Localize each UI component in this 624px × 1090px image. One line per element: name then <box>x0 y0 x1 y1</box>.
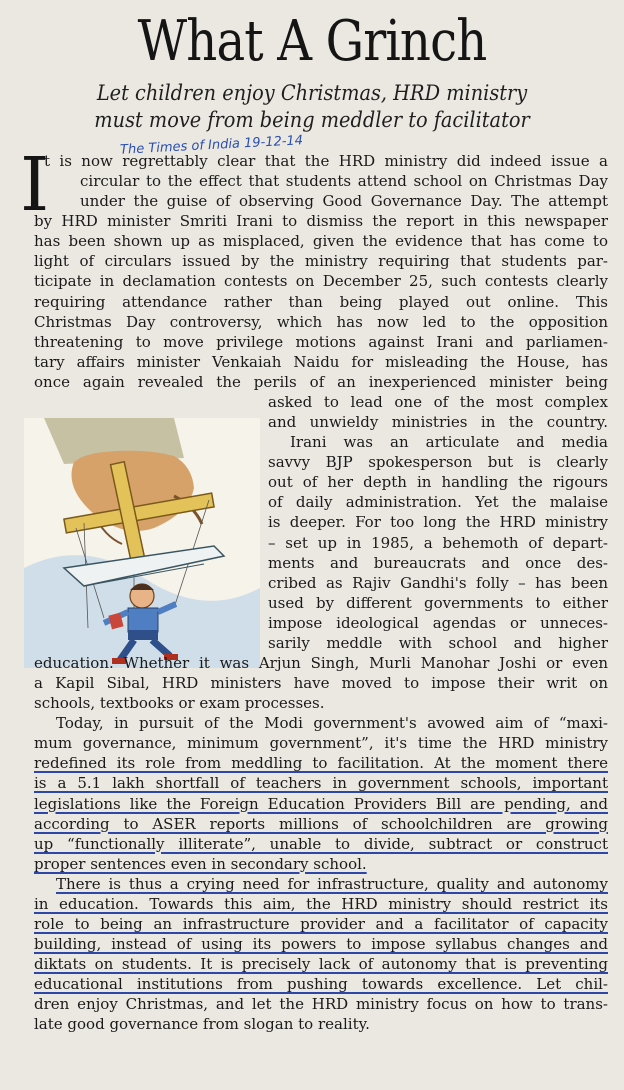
article-line: a Kapil Sibal, HRD ministers have moved to impose their writ on <box>34 674 608 693</box>
article-line: is deeper. For too long the HRD ministry <box>268 513 608 532</box>
article-line: in education. Towards this aim, the HRD ministry should restrict its <box>34 894 608 913</box>
article-line: by HRD minister Smriti Irani to dismiss the report in this newspaper <box>34 212 608 231</box>
article-line: is a 5.1 lakh shortfall of teachers in government schools, important <box>34 774 608 793</box>
article-line: sarily meddle with school and higher <box>268 633 608 652</box>
subheadline <box>25 80 599 134</box>
article-line: role to being an infrastructure provider and a facilitator of capacity <box>34 915 608 934</box>
article-line: up “functionally illiterate”, unable to divide, subtract or construct <box>34 834 608 853</box>
article-line: Today, in pursuit of the Modi government's avowed aim of “maxi- <box>56 714 608 733</box>
handwritten-source-note: The Times of India 19-12-14 <box>119 133 304 158</box>
article-line: ments and bureaucrats and once des- <box>268 553 608 572</box>
article-line: used by different governments to either <box>268 593 608 612</box>
article-line: t is now regrettably clear that the HRD ministry did indeed issue a <box>44 152 608 170</box>
article-line: late good governance from slogan to reality. <box>34 1015 370 1034</box>
article-line: diktats on students. It is precisely lack of autonomy that is preventing <box>34 955 608 974</box>
article-line: education. Whether it was Arjun Singh, Murli Manohar Joshi or even <box>34 654 608 672</box>
article-line: legislations like the Foreign Education Providers Bill are pending, and <box>34 794 608 813</box>
article-line: schools, textbooks or exam processes. <box>34 694 325 713</box>
article-line: ticipate in declamation contests on December 25, such contests clearly <box>34 272 608 291</box>
drop-cap: I <box>20 142 50 228</box>
article-line: asked to lead one of the most complex <box>268 392 608 411</box>
article-line: – set up in 1985, a behemoth of depart- <box>268 533 608 552</box>
article-line: Irani was an articulate and media <box>290 433 608 452</box>
subheadline-line: must move from being meddler to facilitator <box>94 108 530 132</box>
article-line: building, instead of using its powers to impose syllabus changes and <box>34 935 608 954</box>
headline: What A Grinch <box>137 9 487 74</box>
article-line: redefined its role from meddling to facilitation. At the moment there <box>34 754 608 773</box>
article-line: according to ASER reports millions of schoolchildren are growing <box>34 814 608 833</box>
subheadline-line: Let children enjoy Christmas, HRD ministry <box>96 81 528 105</box>
article-line: under the guise of observing Good Governance Day. The attempt <box>80 192 608 211</box>
article-line: proper sentences even in secondary school. <box>34 854 367 873</box>
article-line: Christmas Day controversy, which has now led to the opposition <box>34 312 608 331</box>
article-line: dren enjoy Christmas, and let the HRD ministry focus on how to trans- <box>34 995 608 1014</box>
article-line: circular to the effect that students attend school on Christmas Day <box>80 172 608 191</box>
article-line: There is thus a crying need for infrastructure, quality and autonomy <box>56 874 608 893</box>
article-line: once again revealed the perils of an inexperienced minister being <box>34 372 608 391</box>
article-line: has been shown up as misplaced, given the evidence that has come to <box>34 232 608 251</box>
article-line: impose ideological agendas or unneces- <box>268 613 608 632</box>
puppet-illustration <box>24 418 260 668</box>
article-line: threatening to move privilege motions against Irani and parliamen- <box>34 332 608 351</box>
article-line: savvy BJP spokesperson but is clearly <box>268 453 608 472</box>
article-line: and unwieldy ministries in the country. <box>268 413 608 432</box>
article-line: requiring attendance rather than being played out online. This <box>34 292 608 311</box>
article-line: mum governance, minimum government”, it's time the HRD ministry <box>34 734 608 753</box>
puppeteer-hand-icon <box>24 418 260 668</box>
article-line: cribed as Rajiv Gandhi's folly – has been <box>268 573 608 592</box>
article-line: out of her depth in handling the rigours <box>268 473 608 492</box>
article-line: educational institutions from pushing towards excellence. Let chil- <box>34 975 608 994</box>
article-line: tary affairs minister Venkaiah Naidu for misleading the House, has <box>34 352 608 371</box>
article-line: of daily administration. Yet the malaise <box>268 493 608 512</box>
article-line: light of circulars issued by the ministry requiring that students par- <box>34 252 608 271</box>
